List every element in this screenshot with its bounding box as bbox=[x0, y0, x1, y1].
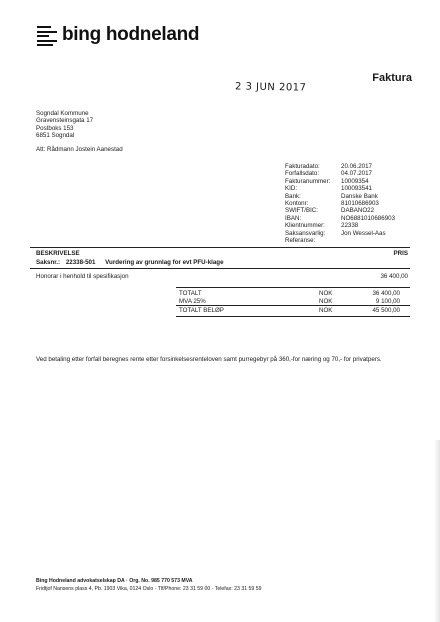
scan-edge-shadow bbox=[434, 440, 440, 622]
case-reference bbox=[36, 259, 224, 266]
line-item-text: Honorar i henhold til spesifikasjon bbox=[36, 273, 129, 280]
detail-row bbox=[285, 163, 395, 170]
footer-address: Fridtjof Nansens plass 4, Pb. 1903 Vika, 0124 Oslo · Tlf/Phone: 23 31 59 00 · Telefax: 23 31 59 59 bbox=[36, 586, 262, 592]
detail-label: Forfallsdato: bbox=[285, 170, 320, 178]
address-line: Gravensteinsgata 17 bbox=[36, 117, 94, 125]
brand-name: bing hodneland bbox=[62, 24, 200, 45]
footer-company: Bing Hodneland advokatselskap DA · Org. No. 985 770 573 MVA bbox=[36, 578, 193, 584]
table-top-rule bbox=[30, 247, 410, 248]
detail-label: Fakturanummer: bbox=[285, 177, 331, 185]
table-header-rule bbox=[30, 268, 410, 269]
totals-currency: NOK bbox=[319, 297, 333, 305]
detail-label: Klientnummer: bbox=[285, 222, 325, 230]
address-line: Postboks 153 bbox=[36, 124, 74, 132]
detail-value: 81010686903 bbox=[341, 199, 379, 207]
totals-mid-rule bbox=[176, 305, 410, 306]
detail-row bbox=[285, 185, 395, 192]
case-number: 22338-501 bbox=[65, 259, 96, 266]
detail-value: 100093541 bbox=[341, 185, 372, 193]
detail-row bbox=[285, 200, 395, 207]
detail-label: IBAN: bbox=[285, 214, 302, 222]
recipient-address bbox=[36, 110, 93, 140]
totals-amount: 45 500,00 bbox=[372, 307, 400, 314]
detail-value: Danske Bank bbox=[341, 192, 378, 200]
detail-row bbox=[285, 237, 395, 244]
totals-amount: 36 400,00 bbox=[372, 290, 400, 297]
totals-currency: NOK bbox=[319, 290, 333, 297]
detail-value: DABANO22 bbox=[341, 207, 375, 215]
detail-row bbox=[285, 230, 395, 237]
received-stamp: 2 3 JUN 2017 bbox=[234, 81, 307, 94]
totals-bottom-rule bbox=[176, 316, 410, 317]
detail-row bbox=[285, 170, 395, 177]
col-description-header: BESKRIVELSE bbox=[36, 250, 80, 257]
line-item-amount: 36 400,00 bbox=[380, 273, 408, 280]
invoice-details bbox=[285, 163, 395, 244]
detail-value: 10009354 bbox=[341, 177, 369, 185]
col-price-header: PRIS bbox=[393, 250, 408, 257]
detail-value: Jon Wessel-Aas bbox=[341, 229, 386, 237]
detail-label: Saksansvarlig: bbox=[285, 229, 326, 237]
detail-value: NO6881010686903 bbox=[341, 214, 396, 222]
address-line: 6851 Sogndal bbox=[36, 132, 75, 140]
totals-label: TOTALT bbox=[179, 290, 202, 297]
totals-label: MVA 25% bbox=[179, 297, 206, 305]
attention-line: Att: Rådmann Jostein Aanestad bbox=[36, 146, 123, 153]
detail-value: 04.07.2017 bbox=[341, 170, 372, 178]
totals-currency: NOK bbox=[319, 307, 333, 314]
totals-top-rule bbox=[176, 287, 410, 288]
detail-row bbox=[285, 193, 395, 200]
detail-row bbox=[285, 178, 395, 185]
detail-label: SWIFT/BIC: bbox=[285, 207, 318, 215]
totals-row bbox=[179, 290, 400, 297]
detail-row bbox=[285, 215, 395, 222]
totals-amount: 9 100,00 bbox=[375, 297, 400, 305]
totals-row bbox=[179, 298, 400, 305]
case-title: Vurdering av grunnlag for evt PFU-klage bbox=[105, 259, 224, 266]
detail-label: Fakturadato: bbox=[285, 163, 320, 170]
detail-label: Bank: bbox=[285, 192, 301, 200]
stacked-bars-logo-icon bbox=[37, 25, 57, 48]
totals-row-grand bbox=[179, 307, 400, 314]
detail-row bbox=[285, 222, 395, 229]
detail-value: 20.06.2017 bbox=[341, 163, 372, 170]
detail-label: KID: bbox=[285, 185, 298, 193]
detail-label: Referanse: bbox=[285, 236, 316, 244]
totals-label: TOTALT BELØP bbox=[179, 307, 224, 314]
detail-value: 22338 bbox=[341, 222, 359, 230]
detail-row bbox=[285, 207, 395, 214]
case-label: Saksnr.: bbox=[36, 259, 61, 266]
document-title: Faktura bbox=[372, 72, 412, 84]
address-line: Sogndal Kommune bbox=[36, 110, 89, 117]
detail-label: Kontonr: bbox=[285, 199, 309, 207]
late-payment-note: Ved betaling etter forfall beregnes rente etter forsinkelsesrenteloven samt purregebyr på 360,-for næring og 70,- for privatpers. bbox=[36, 356, 382, 363]
